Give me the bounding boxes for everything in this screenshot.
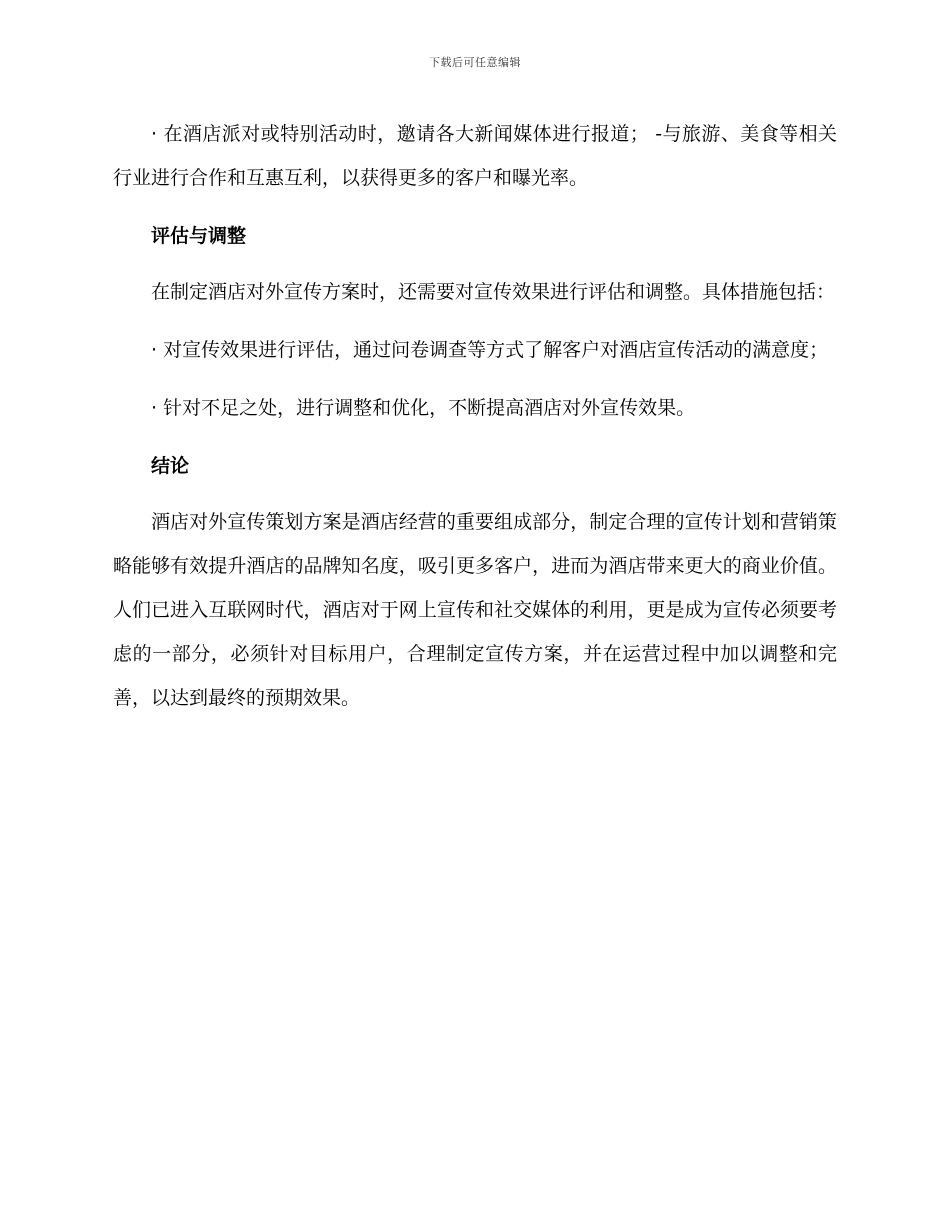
- heading-conclusion: 结论: [151, 455, 190, 477]
- heading-evaluation: 评估与调整: [151, 225, 247, 247]
- document-body: [113, 112, 837, 734]
- header-note: 下载后可任意编辑: [429, 56, 521, 69]
- paragraph-media-cooperation: · 在酒店派对或特别活动时，邀请各大新闻媒体进行报道； -与旅游、美食等相关行业进行合作和互惠互利，以获得更多的客户和曝光率。: [113, 123, 837, 189]
- paragraph-evaluation-intro: 在制定酒店对外宣传方案时，还需要对宣传效果进行评估和调整。具体措施包括：: [151, 281, 836, 303]
- paragraph-conclusion: 酒店对外宣传策划方案是酒店经营的重要组成部分，制定合理的宣传计划和营销策略能够有效提升酒店的品牌知名度，吸引更多客户，进而为酒店带来更大的商业价值。人们已进入互联网时代，酒店对于网上宣传和社交媒体的利用，更是成为宣传必须要考虑的一部分，必须针对目标用户，合理制定宣传方案，并在运营过程中加以调整和完善，以达到最终的预期效果。: [113, 511, 837, 709]
- paragraph-evaluation-survey: · 对宣传效果进行评估，通过问卷调查等方式了解客户对酒店宣传活动的满意度；: [151, 339, 829, 361]
- paragraph-adjustment: · 针对不足之处，进行调整和优化，不断提高酒店对外宣传效果。: [151, 397, 696, 419]
